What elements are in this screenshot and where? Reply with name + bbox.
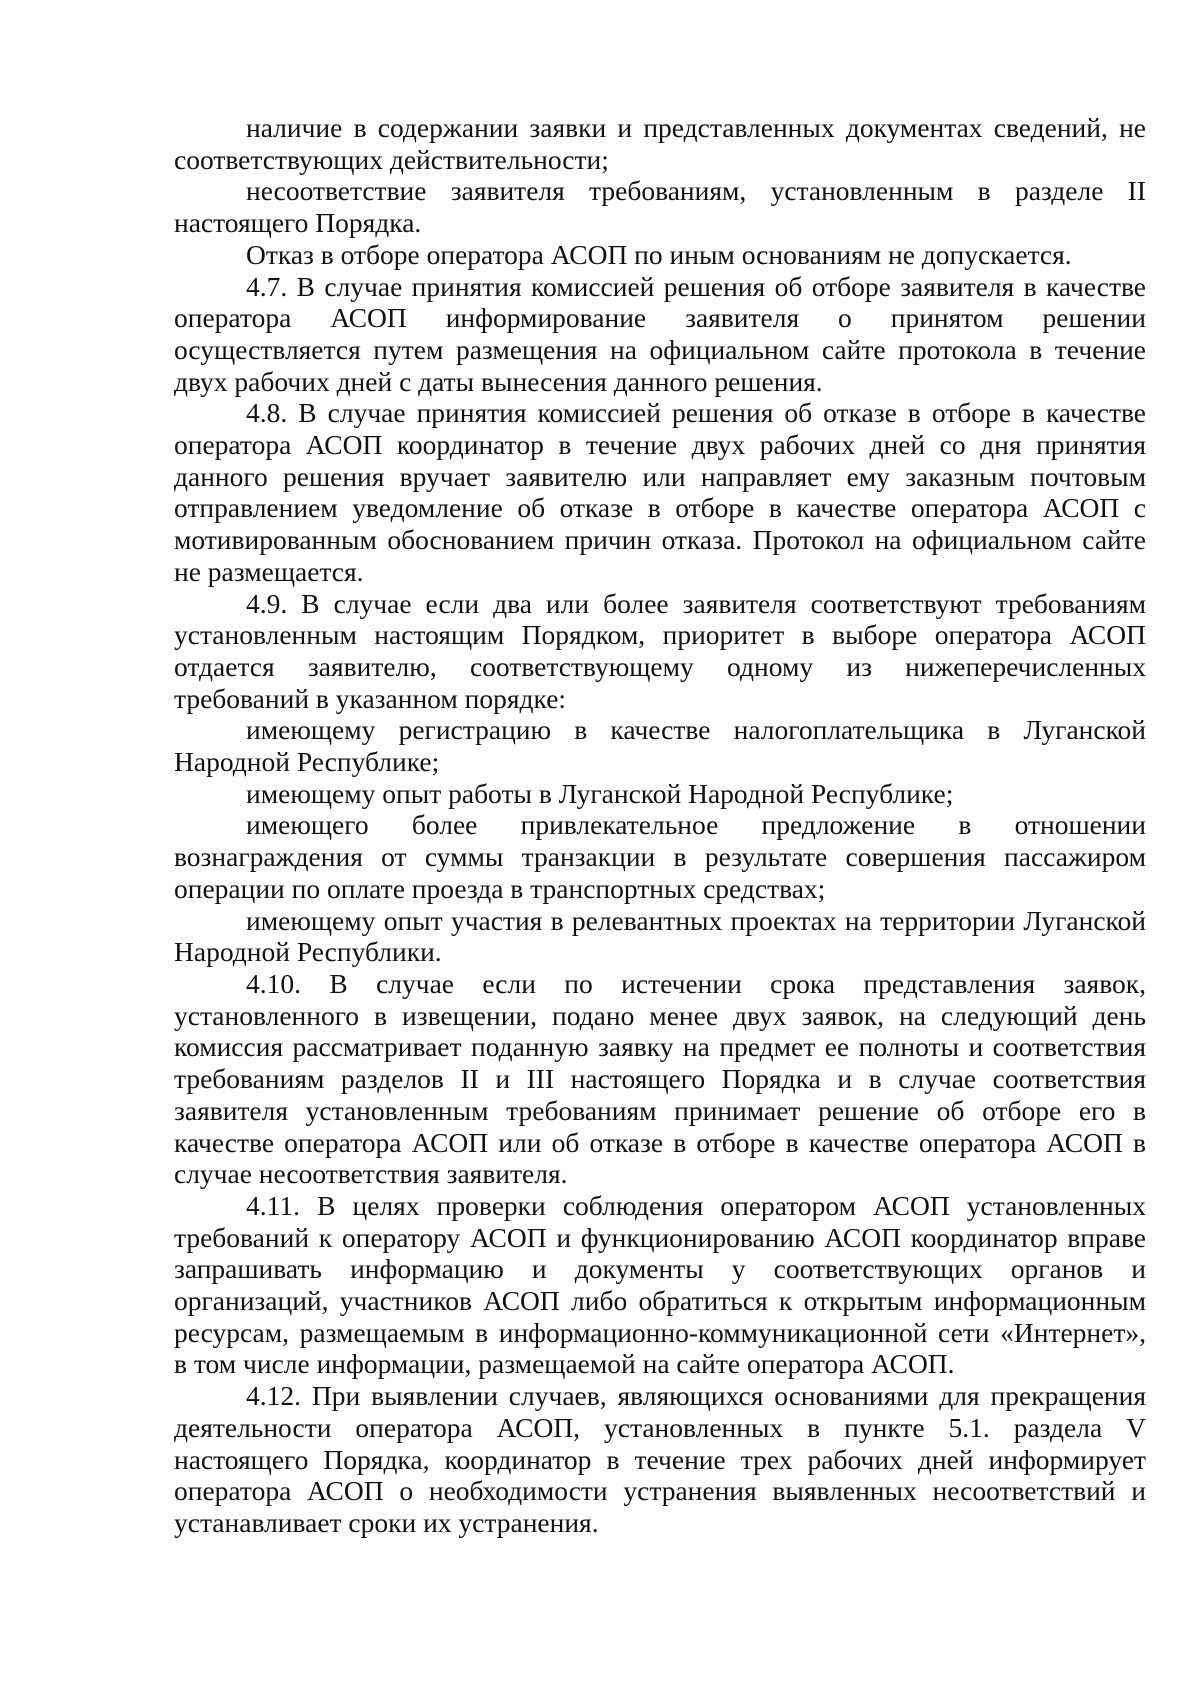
paragraph-4-10: 4.10. В случае если по истечении срока представления заявок, установленного в извещении, подано менее двух заявок, на следующий день комиссия рассматривает поданную заявку на предмет ее полноты и соответствия требованиям разделов II и III настоящего Порядка и в случае соответствия заявителя установленным требованиям принимает решение об отборе его в качестве оператора АСОП или об отказе в отборе в качестве оператора АСОП в случае несоответствия заявителя. <box>174 967 1146 1190</box>
paragraph-4-9: 4.9. В случае если два или более заявителя соответствуют требованиям установленным настоящим Порядком, приоритет в выборе оператора АСОП отдается заявителю, соответствующему одному из нижеперечисленных требований в указанном порядке: <box>174 587 1146 714</box>
paragraph-4-11: 4.11. В целях проверки соблюдения оператором АСОП установленных требований к оператору АСОП и функционированию АСОП координатор вправе запрашивать информацию и документы у соответствующих органов и организаций, участников АСОП либо обратиться к открытым информационным ресурсам, размещаемым в информационно-коммуникационной сети «Интернет», в том числе информации, размещаемой на сайте оператора АСОП. <box>174 1189 1146 1380</box>
document-body <box>174 112 1146 1539</box>
paragraph-4-12: 4.12. При выявлении случаев, являющихся основаниями для прекращения деятельности оператора АСОП, установленных в пункте 5.1. раздела V настоящего Порядка, координатор в течение трех рабочих дней информирует оператора АСОП о необходимости устранения выявленных несоответствий и устанавливает сроки их устранения. <box>174 1380 1146 1538</box>
paragraph-refusal-other-grounds: Отказ в отборе оператора АСОП по иным основаниям не допускается. <box>246 238 1072 270</box>
paragraph-nonconformity-section-2: несоответствие заявителя требованиям, установленным в разделе II настоящего Порядка. <box>174 175 1146 239</box>
list-item-project-experience: имеющему опыт участия в релевантных проектах на территории Луганской Народной Республики. <box>174 904 1146 968</box>
list-item-work-experience: имеющему опыт работы в Луганской Народной Республике; <box>246 777 954 809</box>
paragraph-4-8: 4.8. В случае принятия комиссией решения об отказе в отборе в качестве оператора АСОП координатор в течение двух рабочих дней со дня принятия данного решения вручает заявителю или направляет ему заказным почтовым отправлением уведомление об отказе в отборе в качестве оператора АСОП с мотивированным обоснованием причин отказа. Протокол на официальном сайте не размещается. <box>174 397 1146 587</box>
paragraph-false-information: наличие в содержании заявки и представленных документах сведений, не соответствующих действительности; <box>174 112 1146 175</box>
paragraph-4-7: 4.7. В случае принятия комиссией решения об отборе заявителя в качестве оператора АСОП информирование заявителя о принятом решении осуществляется путем размещения на официальном сайте протокола в течение двух рабочих дней с даты вынесения данного решения. <box>174 270 1146 397</box>
list-item-attractive-offer: имеющего более привлекательное предложение в отношении вознаграждения от суммы транзакции в результате совершения пассажиром операции по оплате проезда в транспортных средствах; <box>174 809 1146 904</box>
list-item-tax-registration: имеющему регистрацию в качестве налогоплательщика в Луганской Народной Республике; <box>174 714 1146 778</box>
